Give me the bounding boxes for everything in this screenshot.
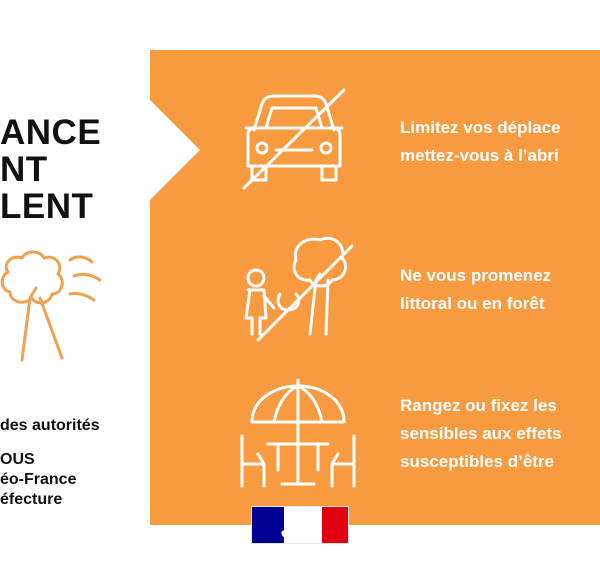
message-store-line-2: sensibles aux effets [400, 424, 562, 443]
title-line-1: ANCE [0, 113, 102, 152]
message-travel [400, 114, 600, 170]
marianne-profile-icon [278, 507, 322, 543]
message-walk-line-1: Ne vous promenez [400, 266, 552, 285]
message-store [400, 392, 600, 476]
message-travel-line-1: Limitez vos déplace [400, 118, 561, 137]
french-republic-logo [252, 507, 348, 543]
info-line-2: éo-France [0, 471, 77, 488]
arrow-notch [150, 100, 200, 200]
message-store-line-1: Rangez ou fixez les [400, 396, 557, 415]
message-store-line-3: susceptibles d’être [400, 452, 555, 471]
tree-wind-icon [0, 250, 110, 365]
title-line-2: NT [0, 150, 48, 189]
walker-tree-crossed-icon [236, 234, 356, 344]
terrace-furniture-icon [238, 378, 358, 490]
authorities-text [0, 416, 160, 510]
message-walk-line-2: littoral ou en forêt [400, 294, 545, 313]
message-travel-line-2: mettez-vous à l’abri [400, 146, 559, 165]
authorities-line: des autorités [0, 417, 100, 434]
message-walk [400, 262, 600, 318]
car-crossed-icon [232, 88, 352, 193]
info-line-3: éfecture [0, 491, 63, 508]
info-line-1: OUS [0, 451, 35, 468]
title-line-3: LENT [0, 187, 94, 226]
